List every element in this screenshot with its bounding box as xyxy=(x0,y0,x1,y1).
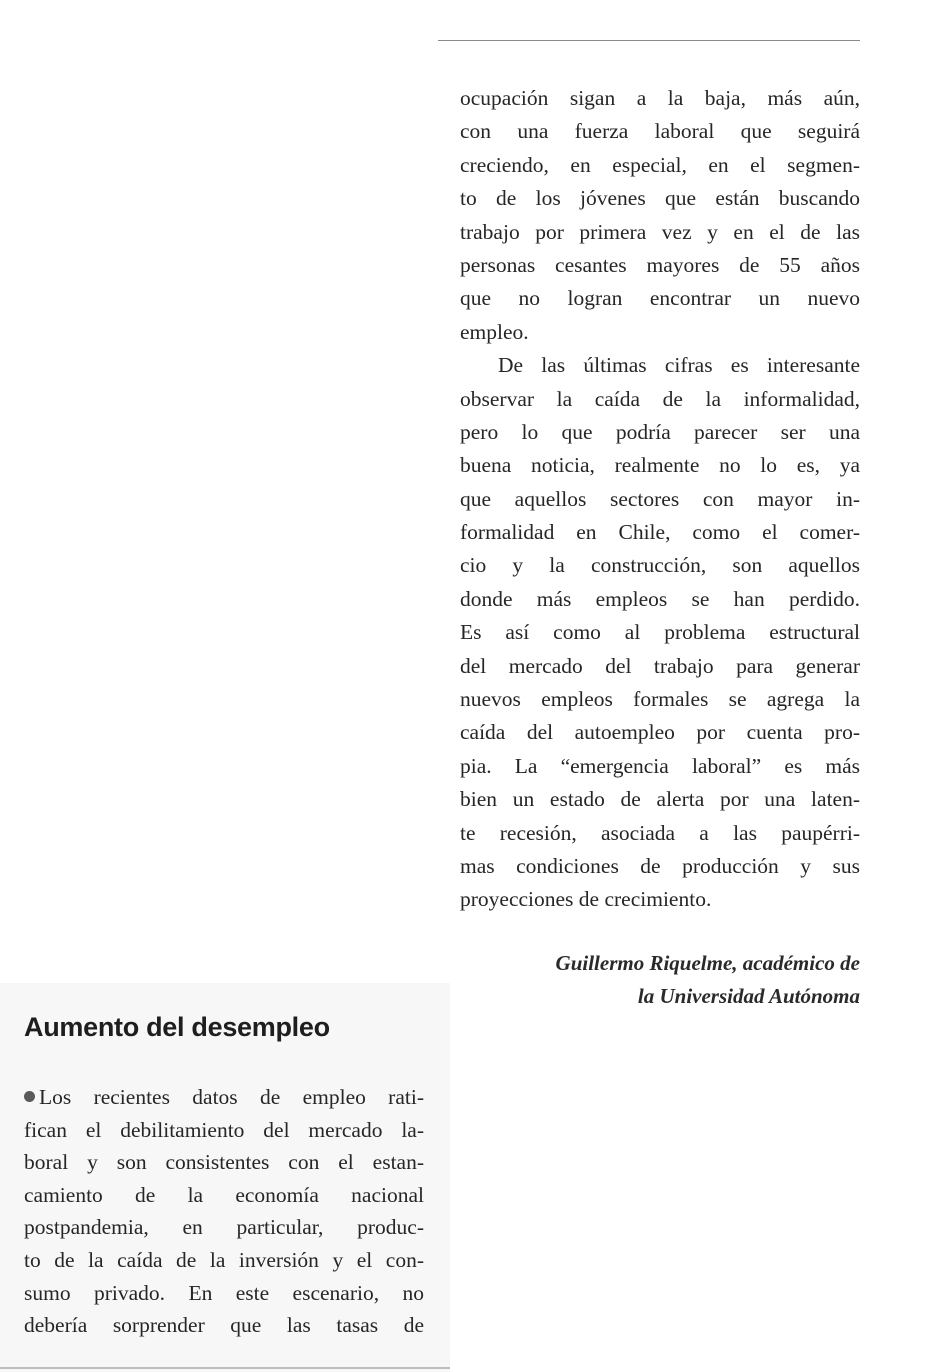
text-line: postpandemia, en particular, produc- xyxy=(24,1215,424,1240)
signature-line: Guillermo Riquelme, académico de xyxy=(555,951,860,975)
article-column-right xyxy=(460,82,860,917)
text-line: observar la caída de la informalidad, xyxy=(460,386,860,411)
text-line: mas condiciones de producción y sus xyxy=(460,853,860,878)
text-line: que no logran encontrar un nuevo xyxy=(460,286,860,311)
text-line: que aquellos sectores con mayor in- xyxy=(460,486,860,511)
text-line: camiento de la economía nacional xyxy=(24,1182,424,1207)
section-headline: Aumento del desempleo xyxy=(24,1012,330,1042)
text-line: personas cesantes mayores de 55 años xyxy=(460,252,860,277)
text-line-content: Los recientes datos de empleo rati- xyxy=(39,1085,424,1109)
text-line: formalidad en Chile, como el comer- xyxy=(460,520,860,545)
text-line xyxy=(24,1081,424,1114)
text-line: trabajo por primera vez y en el de las xyxy=(460,219,860,244)
text-line: donde más empleos se han perdido. xyxy=(460,586,860,611)
text-line: fican el debilitamiento del mercado la- xyxy=(24,1117,424,1142)
text-line: con una fuerza laboral que seguirá xyxy=(460,119,860,144)
text-line: debería sorprender que las tasas de xyxy=(24,1313,424,1338)
text-line: empleo. xyxy=(460,319,529,344)
article-column-left xyxy=(24,1081,424,1342)
text-line: te recesión, asociada a las paupérri- xyxy=(460,820,860,845)
top-divider xyxy=(438,40,860,41)
text-line: cio y la construcción, son aquellos xyxy=(460,553,860,578)
text-line: bien un estado de alerta por una laten- xyxy=(460,787,860,812)
text-line: sumo privado. En este escenario, no xyxy=(24,1280,424,1305)
bottom-divider xyxy=(0,1367,450,1369)
bullet-icon xyxy=(24,1091,35,1102)
text-line: pero lo que podría parecer ser una xyxy=(460,419,860,444)
text-line: del mercado del trabajo para generar xyxy=(460,653,860,678)
text-line: proyecciones de crecimiento. xyxy=(460,887,712,912)
text-line: ocupación sigan a la baja, más aún, xyxy=(460,86,860,110)
text-line: pia. La “emergencia laboral” es más xyxy=(460,753,860,778)
text-line: Es así como al problema estructural xyxy=(460,620,860,645)
text-line: to de los jóvenes que están buscando xyxy=(460,186,860,211)
text-line: creciendo, en especial, en el segmen- xyxy=(460,152,860,177)
text-line: De las últimas cifras es interesante xyxy=(498,353,860,378)
signature-line: la Universidad Autónoma xyxy=(637,984,860,1008)
author-signature xyxy=(460,947,860,1013)
text-line: buena noticia, realmente no lo es, ya xyxy=(460,453,860,478)
text-line: caída del autoempleo por cuenta pro- xyxy=(460,720,860,745)
text-line: boral y son consistentes con el estan- xyxy=(24,1150,424,1175)
text-line: to de la caída de la inversión y el con- xyxy=(24,1247,424,1272)
text-line: nuevos empleos formales se agrega la xyxy=(460,687,860,712)
